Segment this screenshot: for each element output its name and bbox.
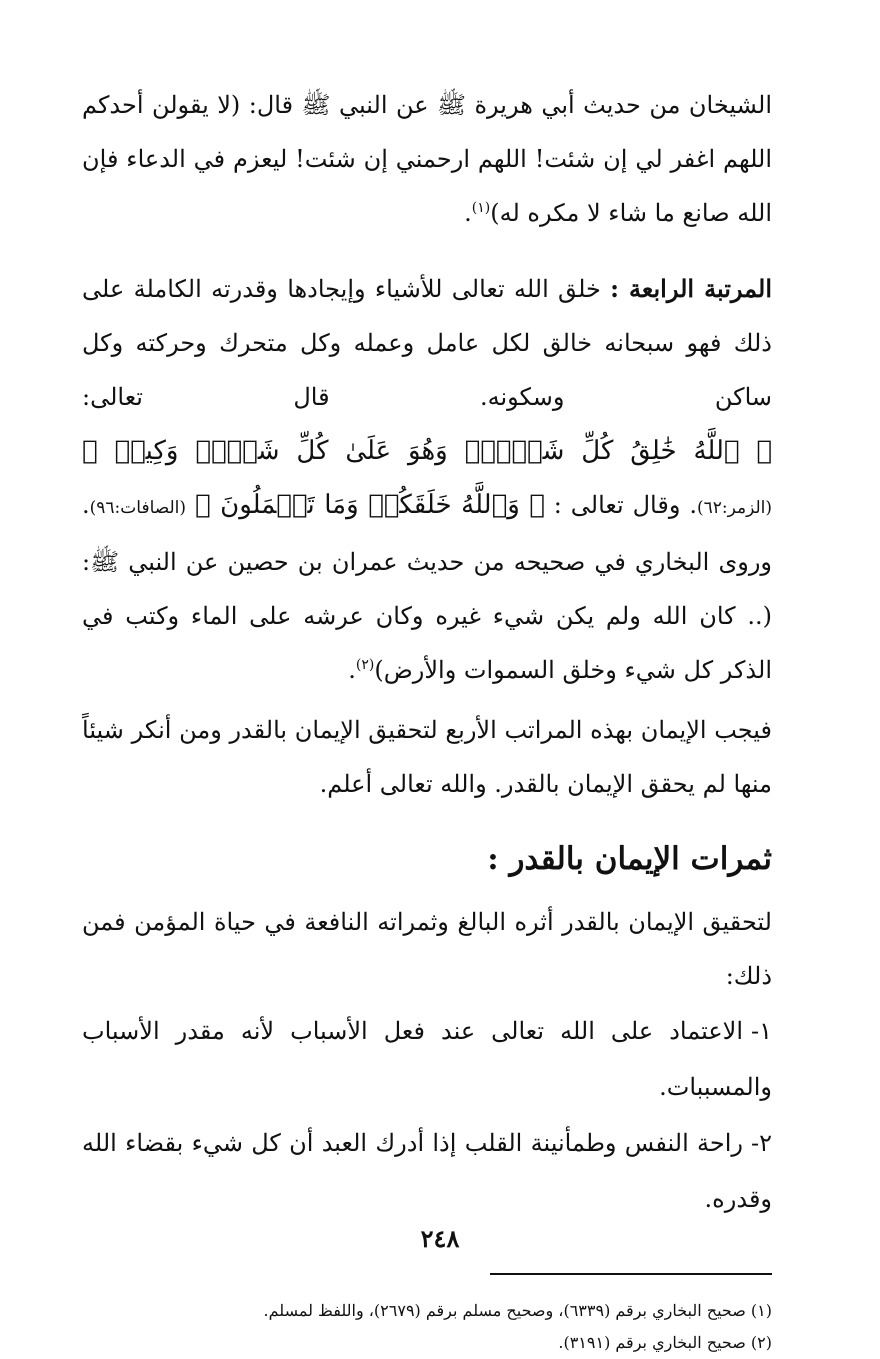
list-number: ٢- [751,1129,772,1157]
paragraph-fruits-intro [82,895,772,1003]
paragraph-fourth-rank [82,262,772,697]
footnotes [82,1295,772,1359]
paragraph-text: الشيخان من حديث أبي هريرة ﷺ عن النبي ﷺ قال: (لا يقولن أحدكم اللهم اغفر لي إن شئت! اللهم ارحمني إن شئت! ليعزم في الدعاء فإن الله صانع ما شاء لا مكره له) [82,91,772,227]
page-number: ٢٤٨ [420,1224,460,1253]
paragraph-text-3: . وروى البخاري في صحيحه من حديث عمران بن حصين عن النبي ﷺ: (.. كان الله ولم يكن شيء غيره وكان عرشه على الماء وكتب في الذكر كل شيء وخلق السموات والأرض) [82,491,772,684]
list-text: راحة النفس وطمأنينة القلب إذا أدرك العبد أن كل شيء بقضاء الله وقدره. [82,1129,772,1213]
paragraph-text-2: . وقال تعالى : [544,491,697,519]
paragraph-tail: . [348,656,356,684]
paragraph-text: فيجب الإيمان بهذه المراتب الأربع لتحقيق الإيمان بالقدر ومن أنكر شيئاً منها لم يحقق الإيمان بالقدر. والله تعالى أعلم. [82,716,772,798]
paragraph-text-1: خلق الله تعالى للأشياء وإيجادها وقدرته الكاملة على ذلك فهو سبحانه خالق لكل عامل وعمله وكل متحرك وحركته وكل ساكن وسكونه. قال تعالى: [82,275,772,411]
list-number: ١- [751,1017,772,1045]
section-heading: ثمرات الإيمان بالقدر : [487,841,772,877]
footnote-mark-2[interactable]: (٢) [355,657,375,673]
verse-reference-zumar: (الزمر:٦٢) [696,498,772,518]
list-item [82,1115,772,1227]
quran-verse-zumar: ﴿ ٱللَّهُ خَٰلِقُ كُلِّ شَيۡءٖۖ وَهُوَ عَلَىٰ كُلِّ شَيۡءٖ وَكِيلٞ ﴾ [82,436,772,466]
footnote-2: (٢) صحيح البخاري برقم (٣١٩١). [558,1333,772,1352]
paragraph-lead: المرتبة الرابعة : [610,274,772,303]
paragraph-four-ranks [82,703,772,811]
verse-reference-saffat: (الصافات:٩٦) [89,498,187,518]
footnote-1: (١) صحيح البخاري برقم (٦٣٣٩)، وصحيح مسلم برقم (٢٦٧٩)، واللفظ لمسلم. [263,1301,772,1320]
footnote-divider [490,1273,772,1275]
paragraph-tail: . [464,199,472,227]
list-text: الاعتماد على الله تعالى عند فعل الأسباب لأنه مقدر الأسباب والمسببات. [82,1017,772,1101]
footnote-mark-1[interactable]: (١) [471,200,491,216]
list-item [82,1003,772,1115]
quran-verse-saffat: ﴿ وَٱللَّهُ خَلَقَكُمۡ وَمَا تَعۡمَلُونَ ﴾ [194,490,545,520]
paragraph-text: لتحقيق الإيمان بالقدر أثره البالغ وثمراته النافعة في حياة المؤمن فمن ذلك: [82,908,772,990]
paragraph-hadith-dua [82,78,772,240]
